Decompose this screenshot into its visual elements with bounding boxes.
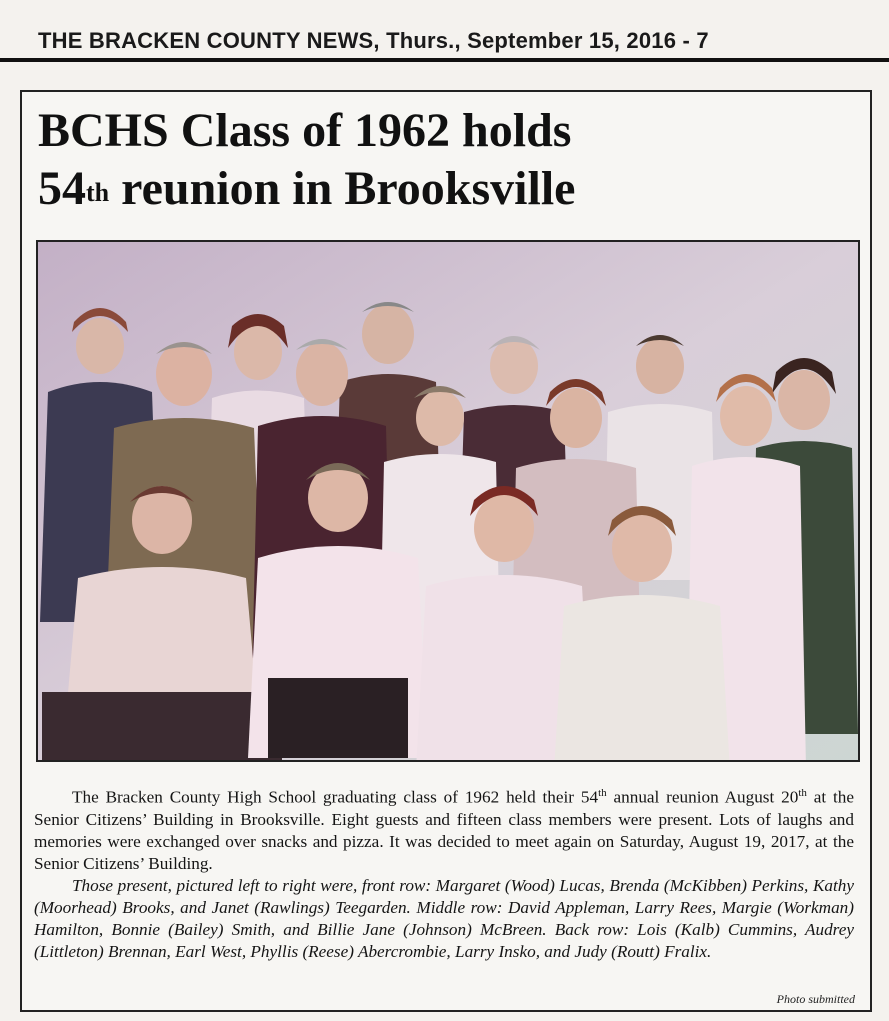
group-photo <box>36 240 860 762</box>
caption-ordinal-2: th <box>798 787 807 799</box>
group-photo-illustration <box>38 242 858 760</box>
paper-name: THE BRACKEN COUNTY NEWS, <box>38 28 380 53</box>
caption-names: Those present, pictured left to right were, front row: Margaret (Wood) Lucas, Brenda (McKibben) Perkins, Kathy (Moorhead) Brooks, and Janet (Rawlings) Teegarden. Middle row: David Appleman, Larry Rees, Margie (Workman) Hamilton, Bonnie (Bailey) Smith, and Billie Jane (Johnson) McBreen. Back row: Lois (Kalb) Cummins, Audrey (Littleton) Brennan, Earl West, Phyllis (Reese) Abercrombie, Larry Insko, and Judy (Routt) Fralix. <box>34 875 854 961</box>
masthead-rule <box>0 58 889 62</box>
headline <box>38 102 718 218</box>
issue-date: Thurs., September 15, 2016 <box>386 28 677 53</box>
photo-caption <box>34 782 854 963</box>
caption-text-b: annual reunion August 20 <box>606 787 799 807</box>
caption-paragraph-1 <box>34 782 854 875</box>
photo-credit: Photo submitted <box>776 992 855 1006</box>
headline-number: 54 <box>38 162 86 215</box>
caption-ordinal-1: th <box>598 787 607 799</box>
caption-text-a: The Bracken County High School graduating class of 1962 held their 54 <box>72 787 599 807</box>
headline-rest: reunion in Brooksville <box>121 162 576 215</box>
page-number: - 7 <box>682 28 709 53</box>
headline-line-1: BCHS Class of 1962 holds <box>38 104 572 157</box>
caption-text-c: at the Senior Citizens’ Building in Brooksville. Eight guests and fifteen class members were present. Lots of laughs and memories were exchanged over snacks and pizza. It was decided to meet again on Saturday, August 19, 2017, at the Senior Citizens’ Building. <box>34 787 855 873</box>
headline-line-2 <box>38 160 718 218</box>
masthead <box>38 28 878 54</box>
headline-ordinal: th <box>86 178 110 207</box>
